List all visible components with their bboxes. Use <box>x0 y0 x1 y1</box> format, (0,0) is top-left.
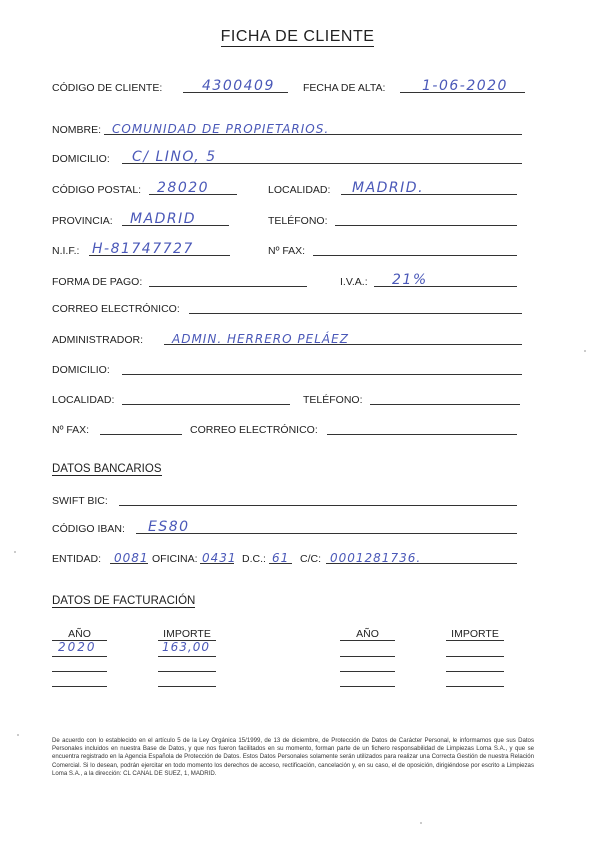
row-nombre <box>52 120 522 138</box>
adm-telefono-line <box>370 404 520 405</box>
dc-label: D.C.: <box>242 553 266 565</box>
row-correo <box>52 299 522 317</box>
adm-telefono-label: TELÉFONO: <box>303 394 363 406</box>
cc-value[interactable]: 0001281736. <box>330 551 422 565</box>
telefono-label: TELÉFONO: <box>268 215 328 227</box>
provincia-label: PROVINCIA: <box>52 215 113 227</box>
row-nif-fax <box>52 241 522 259</box>
billing-line <box>158 686 216 687</box>
iban-line <box>136 533 517 534</box>
nombre-value[interactable]: COMUNIDAD DE PROPIETARIOS. <box>112 122 330 136</box>
row-adm-localidad-telefono <box>52 390 522 408</box>
iban-label: CÓDIGO IBAN: <box>52 523 125 535</box>
billing-row-1-anio[interactable]: 2020 <box>58 640 97 654</box>
scan-speck <box>420 822 422 824</box>
adm-localidad-label: LOCALIDAD: <box>52 394 115 406</box>
administrador-value[interactable]: ADMIN. HERRERO PELÁEZ <box>172 332 349 346</box>
fecha-alta-value[interactable]: 1-06-2020 <box>422 78 508 94</box>
fecha-alta-label: FECHA DE ALTA: <box>303 82 386 94</box>
billing-line <box>340 671 395 672</box>
swift-line <box>119 505 517 506</box>
row-domicilio <box>52 149 522 167</box>
adm-domicilio-line <box>122 374 522 375</box>
row-swift <box>52 491 522 509</box>
correo-label: CORREO ELECTRÓNICO: <box>52 303 180 315</box>
billing-line <box>52 671 107 672</box>
telefono-line <box>335 225 517 226</box>
fax-line <box>313 255 517 256</box>
billing-line <box>52 656 107 657</box>
row-codigo-fecha <box>52 78 532 96</box>
scan-speck <box>17 734 19 736</box>
legal-notice: De acuerdo con lo establecido en el artículo 5 de la Ley Orgánica 15/1999, de 13 de diciembre, de Protección de Datos de Carácter Personal, le informamos que sus Datos Personales incluidos en nuestra Base de Datos, y que nos fueron facilitados en su momento, forman parte de un fichero responsabilidad de Limpiezas Loma S.A., y que se encuentra registrado en la Agencia Española de Protección de Datos. Estos Datos Personales solamente serán utilizados para realizar una Correcta Gestión de nuestra Relación Comercial. Si lo desean, podrán ejercitar en todo momento los derechos de acceso, rectificación, cancelación y, en su caso, el de oposición, dirigiéndose por escrito a Limpiezas Loma S.A., a la dirección: CL CANAL DE SUEZ, 1, MADRID. <box>52 737 534 777</box>
codigo-postal-label: CÓDIGO POSTAL: <box>52 184 142 196</box>
billing-row-1-importe[interactable]: 163,00 <box>162 640 210 654</box>
codigo-postal-value[interactable]: 28020 <box>157 180 210 196</box>
swift-label: SWIFT BIC: <box>52 495 108 507</box>
fax-label: Nº FAX: <box>268 245 306 257</box>
adm-fax-line <box>100 434 182 435</box>
row-administrador <box>52 330 522 348</box>
form-title: FICHA DE CLIENTE <box>220 28 375 45</box>
oficina-label: OFICINA: <box>152 553 198 565</box>
billing-line <box>158 671 216 672</box>
cc-label: C/C: <box>300 553 321 565</box>
codigo-cliente-label: CÓDIGO DE CLIENTE: <box>52 82 163 94</box>
row-cp-localidad <box>52 180 522 198</box>
localidad-value[interactable]: MADRID. <box>352 180 425 196</box>
billing-line <box>446 671 504 672</box>
adm-domicilio-label: DOMICILIO: <box>52 364 110 376</box>
row-cuenta <box>52 549 522 567</box>
nif-value[interactable]: H-81747727 <box>92 241 194 257</box>
billing-line <box>340 686 395 687</box>
facturacion-heading: DATOS DE FACTURACIÓN <box>52 595 196 607</box>
correo-line <box>189 313 522 314</box>
domicilio-value[interactable]: C/ LINO, 5 <box>132 149 217 165</box>
forma-pago-label: FORMA DE PAGO: <box>52 276 143 288</box>
adm-localidad-line <box>122 404 290 405</box>
row-adm-domicilio <box>52 360 522 378</box>
billing-line <box>446 686 504 687</box>
scan-speck <box>14 551 16 553</box>
entidad-label: ENTIDAD: <box>52 553 102 565</box>
administrador-label: ADMINISTRADOR: <box>52 334 144 346</box>
row-iban <box>52 519 522 537</box>
adm-correo-line <box>327 434 517 435</box>
anio-header-right: AÑO <box>340 628 395 641</box>
bancarios-heading: DATOS BANCARIOS <box>52 463 162 475</box>
row-provincia-telefono <box>52 211 522 229</box>
anio-header-left: AÑO <box>52 628 107 641</box>
codigo-cliente-value[interactable]: 4300409 <box>202 78 275 94</box>
nombre-label: NOMBRE: <box>52 124 102 136</box>
row-pago-iva <box>52 272 522 290</box>
localidad-label: LOCALIDAD: <box>268 184 331 196</box>
dc-value[interactable]: 61 <box>272 551 290 565</box>
billing-line <box>446 656 504 657</box>
importe-header-right: IMPORTE <box>446 628 504 641</box>
billing-line <box>52 686 107 687</box>
nif-label: N.I.F.: <box>52 245 80 257</box>
iva-label: I.V.A.: <box>340 276 368 288</box>
oficina-value[interactable]: 0431 <box>202 551 237 565</box>
iva-value[interactable]: 21% <box>392 272 428 288</box>
domicilio-label: DOMICILIO: <box>52 153 110 165</box>
provincia-value[interactable]: MADRID <box>130 211 197 227</box>
row-adm-fax-correo <box>52 420 522 438</box>
forma-pago-line <box>149 286 307 287</box>
adm-fax-label: Nº FAX: <box>52 424 90 436</box>
iban-value[interactable]: ES80 <box>148 519 190 535</box>
entidad-value[interactable]: 0081 <box>114 551 149 565</box>
billing-line <box>340 656 395 657</box>
billing-line <box>158 656 216 657</box>
adm-correo-label: CORREO ELECTRÓNICO: <box>190 424 318 436</box>
importe-header-left: IMPORTE <box>158 628 216 641</box>
scan-speck <box>584 350 586 352</box>
